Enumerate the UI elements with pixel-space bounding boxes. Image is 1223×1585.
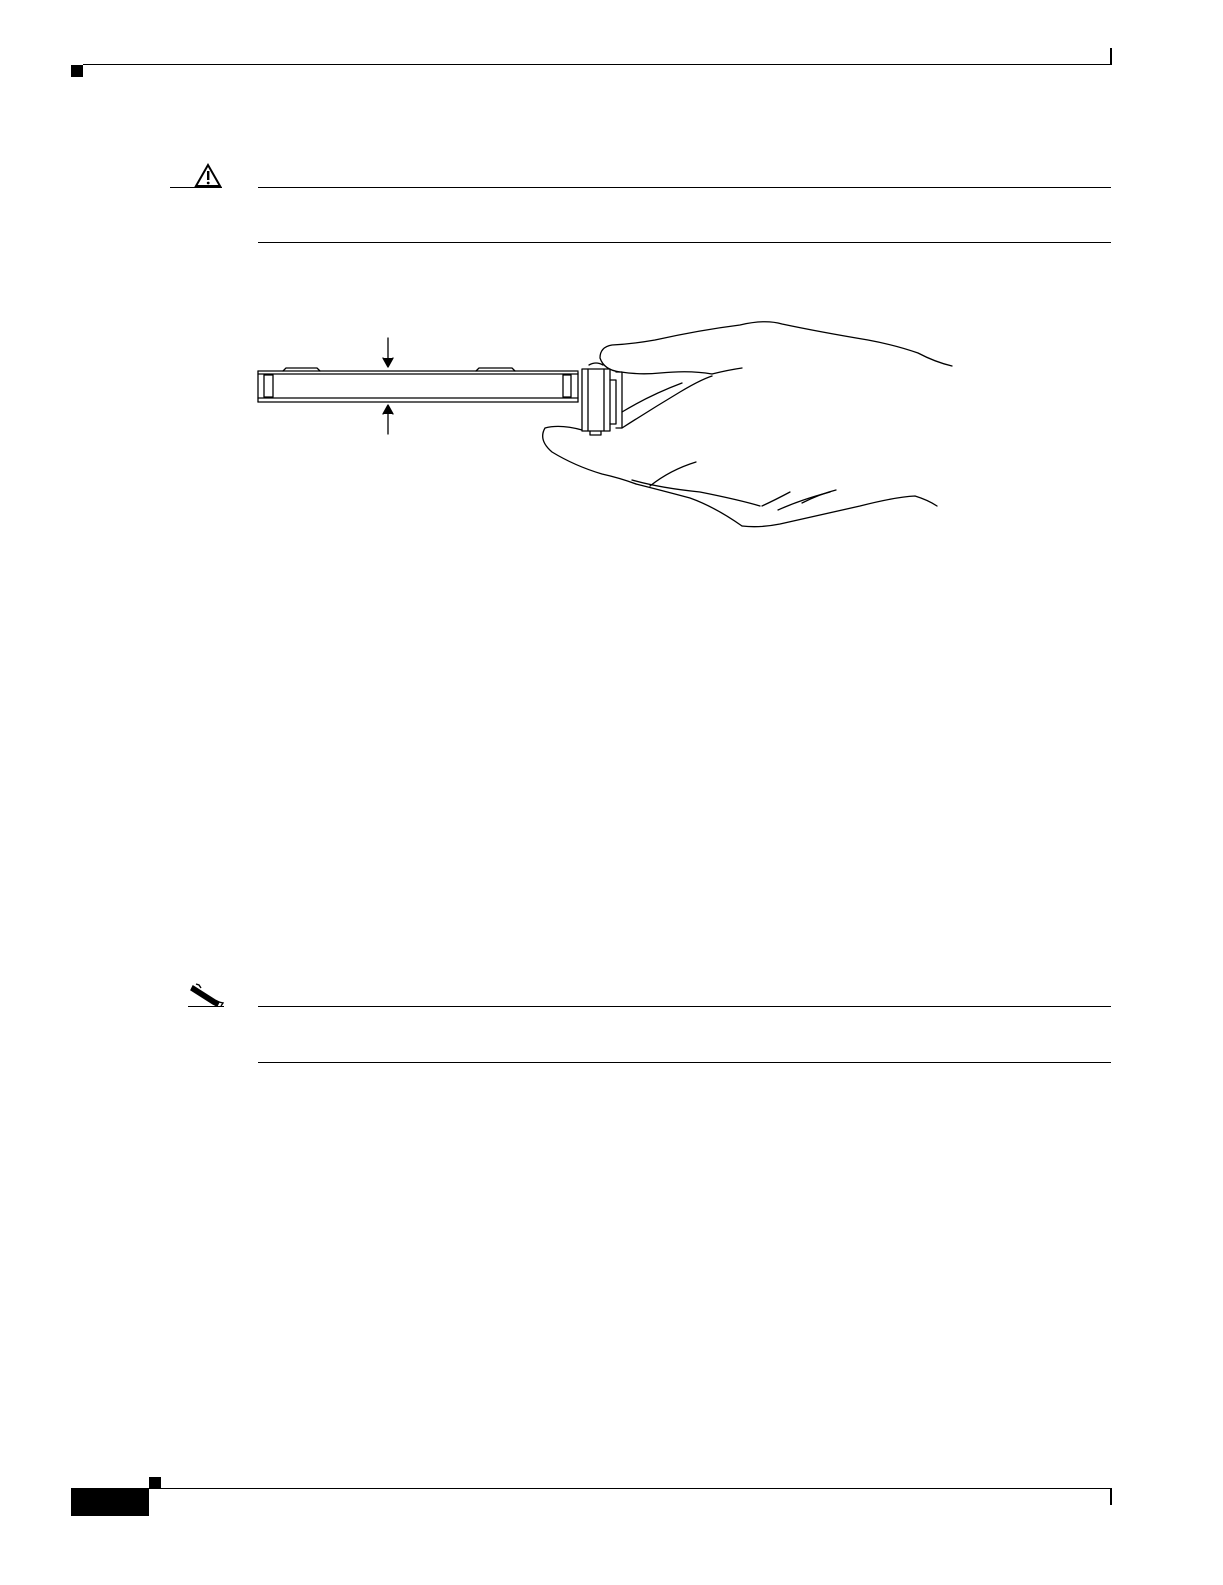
note-text bbox=[258, 1018, 1111, 1048]
note-underline bbox=[188, 1006, 224, 1007]
footer-right-tick bbox=[1110, 1489, 1112, 1505]
note-bottom-rule bbox=[258, 1062, 1111, 1063]
note-top-rule bbox=[258, 1006, 1111, 1007]
footer-rule bbox=[71, 1488, 1112, 1489]
footer-page-tab bbox=[71, 1489, 149, 1516]
